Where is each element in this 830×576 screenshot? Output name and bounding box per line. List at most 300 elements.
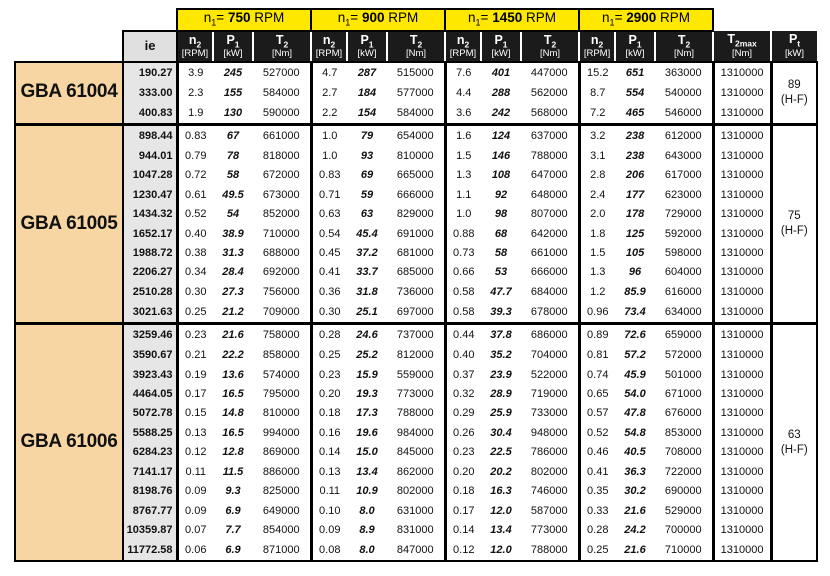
n2-value: 0.13 bbox=[185, 426, 207, 439]
p1-value: 6.9 bbox=[225, 543, 241, 556]
t2-value: 831000 bbox=[387, 520, 445, 539]
p1-column-header: $P_1$ [kW] bbox=[615, 31, 655, 62]
p1-value: 154 bbox=[357, 106, 377, 119]
n2-value: 7.6 bbox=[456, 66, 472, 79]
n2-value: 0.88 bbox=[453, 227, 475, 240]
ratio-value: 3259.46 bbox=[123, 324, 177, 346]
ratio-value: 8198.76 bbox=[123, 482, 177, 501]
t2-value: 825000 bbox=[253, 482, 311, 501]
t2-value: 886000 bbox=[253, 462, 311, 481]
speed-header-750 bbox=[177, 9, 311, 31]
t2-value: 807000 bbox=[521, 205, 579, 224]
ratio-value: 190.27 bbox=[123, 62, 177, 83]
speed-header-row bbox=[15, 9, 817, 31]
t2max-value: 1310000 bbox=[713, 365, 771, 384]
t2-value: 612000 bbox=[655, 124, 713, 146]
p1-value: 25.2 bbox=[356, 349, 378, 362]
n2-value: 2.8 bbox=[590, 169, 606, 182]
p1-column-header: $P_1$ [kW] bbox=[347, 31, 387, 62]
t2-value: 642000 bbox=[521, 224, 579, 243]
p1-value: 8.0 bbox=[359, 504, 375, 517]
t2-value: 854000 bbox=[253, 520, 311, 539]
p1-value: 554 bbox=[625, 86, 645, 99]
p1-value: 54.8 bbox=[624, 426, 646, 439]
t2-column-header: $T_2$ [Nm] bbox=[387, 31, 445, 62]
ratio-value: 1988.72 bbox=[123, 243, 177, 262]
n2-value: 1.3 bbox=[456, 169, 472, 182]
p1-column-header: $P_1$ [kW] bbox=[213, 31, 253, 62]
t2-value: 666000 bbox=[387, 185, 445, 204]
n2-value: 0.10 bbox=[319, 504, 341, 517]
ratio-value: 4464.05 bbox=[123, 384, 177, 403]
t2max-value: 1310000 bbox=[713, 83, 771, 102]
t2-value: 649000 bbox=[253, 501, 311, 520]
n2-value: 0.45 bbox=[319, 247, 341, 260]
t2-value: 661000 bbox=[521, 243, 579, 262]
t2-value: 719000 bbox=[521, 384, 579, 403]
t2max-value: 1310000 bbox=[713, 146, 771, 165]
t2-value: 812000 bbox=[387, 345, 445, 364]
p1-value: 401 bbox=[491, 66, 511, 79]
p1-value: 38.9 bbox=[222, 227, 244, 240]
t2-column-header: $T_2$ [Nm] bbox=[253, 31, 311, 62]
n2-value: 0.12 bbox=[185, 446, 207, 459]
t2max-value: 1310000 bbox=[713, 540, 771, 561]
t2-value: 616000 bbox=[655, 282, 713, 301]
n2-value: 4.4 bbox=[456, 86, 472, 99]
p1-value: 28.4 bbox=[222, 266, 244, 279]
p1-value: 53 bbox=[494, 266, 508, 279]
speed-unit: RPM bbox=[656, 10, 690, 26]
p1-value: 206 bbox=[625, 169, 645, 182]
t2-value: 540000 bbox=[655, 83, 713, 102]
t2-value: 688000 bbox=[253, 243, 311, 262]
p1-value: 238 bbox=[625, 129, 645, 142]
n2-value: 0.83 bbox=[319, 169, 341, 182]
group-gba-61006 bbox=[15, 324, 817, 561]
t2-value: 700000 bbox=[655, 520, 713, 539]
equals: = bbox=[350, 10, 362, 26]
t2-value: 647000 bbox=[521, 166, 579, 185]
n2-value: 1.5 bbox=[590, 247, 606, 260]
pt-value: 75 (H-F) bbox=[771, 124, 817, 323]
n2-value: 0.41 bbox=[587, 465, 609, 478]
n2-value: 0.33 bbox=[587, 504, 609, 517]
t2-value: 584000 bbox=[253, 83, 311, 102]
p1-value: 105 bbox=[625, 247, 645, 260]
t2-value: 623000 bbox=[655, 185, 713, 204]
n2-value: 1.0 bbox=[456, 208, 472, 221]
ratio-value: 1230.47 bbox=[123, 185, 177, 204]
n2-value: 2.2 bbox=[322, 106, 338, 119]
p1-value: 19.6 bbox=[356, 426, 378, 439]
t2-value: 562000 bbox=[521, 83, 579, 102]
t2-value: 948000 bbox=[521, 423, 579, 442]
ratio-value: 10359.87 bbox=[123, 520, 177, 539]
n1-subscript: 1 bbox=[211, 17, 217, 28]
t2-value: 871000 bbox=[253, 540, 311, 561]
t2-value: 634000 bbox=[655, 302, 713, 324]
n2-value: 0.58 bbox=[453, 285, 475, 298]
n2-value: 0.28 bbox=[587, 524, 609, 537]
t2-value: 643000 bbox=[655, 146, 713, 165]
data-row bbox=[15, 263, 817, 282]
n1-subscript: 1 bbox=[475, 17, 481, 28]
p1-value: 13.4 bbox=[356, 465, 378, 478]
n2-value: 0.25 bbox=[319, 349, 341, 362]
t2-value: 709000 bbox=[253, 302, 311, 324]
t2max-value: 1310000 bbox=[713, 205, 771, 224]
p1-value: 31.3 bbox=[222, 247, 244, 260]
p1-value: 30.4 bbox=[490, 426, 512, 439]
data-row bbox=[15, 520, 817, 539]
data-row bbox=[15, 302, 817, 324]
ratio-value: 944.01 bbox=[123, 146, 177, 165]
n2-value: 0.16 bbox=[319, 426, 341, 439]
p1-value: 8.0 bbox=[359, 543, 375, 556]
n1-subscript: 1 bbox=[609, 17, 615, 28]
t2max-value: 1310000 bbox=[713, 520, 771, 539]
t2-value: 773000 bbox=[387, 384, 445, 403]
t2-value: 858000 bbox=[253, 345, 311, 364]
n2-value: 0.23 bbox=[453, 446, 475, 459]
t2-value: 672000 bbox=[253, 166, 311, 185]
t2max-value: 1310000 bbox=[713, 243, 771, 262]
model-label: GBA 61006 bbox=[15, 324, 123, 561]
n2-value: 0.15 bbox=[185, 407, 207, 420]
t2-value: 788000 bbox=[521, 540, 579, 561]
n2-value: 0.58 bbox=[453, 305, 475, 318]
n2-column-header: $n_2$ [RPM] bbox=[311, 31, 347, 62]
ratio-value: 8767.77 bbox=[123, 501, 177, 520]
data-row bbox=[15, 404, 817, 423]
p1-column-header: $P_1$ [kW] bbox=[481, 31, 521, 62]
p1-value: 58 bbox=[226, 169, 240, 182]
speed-header-1450 bbox=[445, 9, 579, 31]
t2-value: 810000 bbox=[387, 146, 445, 165]
gearbox-ratings-table bbox=[14, 8, 818, 562]
n2-value: 0.44 bbox=[453, 329, 475, 342]
data-row bbox=[15, 243, 817, 262]
model-label: GBA 61005 bbox=[15, 124, 123, 323]
t2max-value: 1310000 bbox=[713, 404, 771, 423]
ratio-value: 3923.43 bbox=[123, 365, 177, 384]
n2-value: 0.71 bbox=[319, 188, 341, 201]
n2-value: 0.65 bbox=[587, 388, 609, 401]
n2-value: 0.89 bbox=[587, 329, 609, 342]
t2-value: 659000 bbox=[655, 324, 713, 346]
p1-value: 22.5 bbox=[490, 446, 512, 459]
ratio-value: 2206.27 bbox=[123, 263, 177, 282]
n2-value: 3.1 bbox=[590, 149, 606, 162]
p1-value: 21.6 bbox=[624, 543, 646, 556]
p1-value: 22.2 bbox=[222, 349, 244, 362]
p1-value: 8.9 bbox=[359, 524, 375, 537]
n2-value: 7.2 bbox=[590, 106, 606, 119]
t2-value: 710000 bbox=[655, 540, 713, 561]
p1-value: 63 bbox=[360, 208, 374, 221]
n2-value: 15.2 bbox=[587, 66, 609, 79]
t2-value: 447000 bbox=[521, 62, 579, 83]
t2-value: 604000 bbox=[655, 263, 713, 282]
n2-value: 0.19 bbox=[185, 368, 207, 381]
n2-value: 0.20 bbox=[453, 465, 475, 478]
ratio-value: 11772.58 bbox=[123, 540, 177, 561]
t2-value: 654000 bbox=[387, 124, 445, 146]
n2-value: 2.0 bbox=[590, 208, 606, 221]
t2-value: 692000 bbox=[253, 263, 311, 282]
ratio-value: 400.83 bbox=[123, 102, 177, 124]
t2-value: 666000 bbox=[521, 263, 579, 282]
n2-value: 0.13 bbox=[319, 465, 341, 478]
p1-value: 146 bbox=[491, 149, 511, 162]
p1-value: 72.6 bbox=[624, 329, 646, 342]
p1-value: 155 bbox=[223, 86, 243, 99]
ratio-value: 3021.63 bbox=[123, 302, 177, 324]
group-gba-61005 bbox=[15, 124, 817, 323]
n2-value: 0.14 bbox=[319, 446, 341, 459]
ratio-value: 333.00 bbox=[123, 83, 177, 102]
n2-value: 0.66 bbox=[453, 266, 475, 279]
p1-value: 7.7 bbox=[225, 524, 241, 537]
t2-value: 722000 bbox=[655, 462, 713, 481]
t2max-value: 1310000 bbox=[713, 462, 771, 481]
p1-value: 17.3 bbox=[356, 407, 378, 420]
p1-value: 23.9 bbox=[490, 368, 512, 381]
t2-value: 690000 bbox=[655, 482, 713, 501]
t2-value: 691000 bbox=[387, 224, 445, 243]
p1-value: 288 bbox=[491, 86, 511, 99]
n2-value: 1.9 bbox=[188, 106, 204, 119]
n2-value: 0.29 bbox=[453, 407, 475, 420]
p1-value: 59 bbox=[360, 188, 374, 201]
p1-value: 58 bbox=[494, 247, 508, 260]
p1-value: 31.8 bbox=[356, 285, 378, 298]
model-header-spacer bbox=[15, 31, 123, 62]
n2-value: 0.34 bbox=[185, 266, 207, 279]
n2-value: 0.25 bbox=[185, 305, 207, 318]
data-row bbox=[15, 462, 817, 481]
p1-value: 124 bbox=[491, 129, 511, 142]
p1-value: 67 bbox=[226, 129, 240, 142]
data-row bbox=[15, 146, 817, 165]
ratio-value: 1652.17 bbox=[123, 224, 177, 243]
n1-symbol: n bbox=[337, 10, 346, 26]
data-row bbox=[15, 345, 817, 364]
n2-value: 1.6 bbox=[456, 129, 472, 142]
t2-value: 678000 bbox=[521, 302, 579, 324]
p1-value: 12.0 bbox=[490, 504, 512, 517]
p1-value: 40.5 bbox=[624, 446, 646, 459]
t2max-value: 1310000 bbox=[713, 124, 771, 146]
model-label: GBA 61004 bbox=[15, 62, 123, 124]
n2-value: 0.61 bbox=[185, 188, 207, 201]
p1-value: 98 bbox=[494, 208, 508, 221]
data-row bbox=[15, 482, 817, 501]
n2-value: 0.63 bbox=[319, 208, 341, 221]
t2-value: 515000 bbox=[387, 62, 445, 83]
ie-column-header: ie bbox=[123, 31, 177, 62]
p1-value: 108 bbox=[491, 169, 511, 182]
p1-value: 47.7 bbox=[490, 285, 512, 298]
t2-value: 697000 bbox=[387, 302, 445, 324]
p1-value: 28.9 bbox=[490, 388, 512, 401]
p1-value: 24.6 bbox=[356, 329, 378, 342]
n2-value: 0.09 bbox=[319, 524, 341, 537]
equals: = bbox=[480, 10, 493, 26]
t2-value: 984000 bbox=[387, 423, 445, 442]
p1-value: 15.9 bbox=[356, 368, 378, 381]
n2-column-header: $n_2$ [RPM] bbox=[177, 31, 213, 62]
n2-value: 2.3 bbox=[188, 86, 204, 99]
n2-value: 0.73 bbox=[453, 247, 475, 260]
p1-value: 36.3 bbox=[624, 465, 646, 478]
data-row bbox=[15, 384, 817, 403]
p1-value: 92 bbox=[494, 188, 508, 201]
n2-value: 0.26 bbox=[453, 426, 475, 439]
t2max-value: 1310000 bbox=[713, 166, 771, 185]
n2-value: 0.30 bbox=[319, 305, 341, 318]
n2-value: 0.20 bbox=[319, 388, 341, 401]
t2-value: 818000 bbox=[253, 146, 311, 165]
t2-value: 637000 bbox=[521, 124, 579, 146]
t2-value: 522000 bbox=[521, 365, 579, 384]
t2-value: 363000 bbox=[655, 62, 713, 83]
n2-value: 0.17 bbox=[185, 388, 207, 401]
t2-value: 786000 bbox=[521, 443, 579, 462]
p1-value: 178 bbox=[625, 208, 645, 221]
ratio-value: 6284.23 bbox=[123, 443, 177, 462]
t2-value: 529000 bbox=[655, 501, 713, 520]
t2-value: 756000 bbox=[253, 282, 311, 301]
t2-value: 773000 bbox=[521, 520, 579, 539]
n2-value: 0.09 bbox=[185, 504, 207, 517]
header-spacer-right bbox=[713, 9, 817, 31]
t2-value: 559000 bbox=[387, 365, 445, 384]
data-row bbox=[15, 205, 817, 224]
n2-value: 1.2 bbox=[590, 285, 606, 298]
t2-value: 733000 bbox=[521, 404, 579, 423]
n2-value: 0.41 bbox=[319, 266, 341, 279]
pt-column-header: $P_t$ [kW] bbox=[771, 31, 817, 62]
n2-value: 3.6 bbox=[456, 106, 472, 119]
data-row bbox=[15, 423, 817, 442]
data-row bbox=[15, 282, 817, 301]
p1-value: 13.6 bbox=[222, 368, 244, 381]
speed-header-2900 bbox=[579, 9, 713, 31]
p1-value: 79 bbox=[360, 129, 374, 142]
t2max-value: 1310000 bbox=[713, 302, 771, 324]
p1-value: 15.0 bbox=[356, 446, 378, 459]
t2-value: 852000 bbox=[253, 205, 311, 224]
n2-value: 0.12 bbox=[453, 543, 475, 556]
n2-value: 1.0 bbox=[322, 129, 338, 142]
t2-value: 546000 bbox=[655, 102, 713, 124]
p1-value: 73.4 bbox=[624, 305, 646, 318]
p1-value: 13.4 bbox=[490, 524, 512, 537]
n2-value: 1.3 bbox=[590, 266, 606, 279]
p1-value: 21.6 bbox=[624, 504, 646, 517]
p1-value: 10.9 bbox=[356, 485, 378, 498]
n2-value: 0.23 bbox=[185, 329, 207, 342]
p1-value: 12.8 bbox=[222, 446, 244, 459]
p1-value: 39.3 bbox=[490, 305, 512, 318]
t2max-value: 1310000 bbox=[713, 345, 771, 364]
n2-column-header: $n_2$ [RPM] bbox=[579, 31, 615, 62]
n2-value: 3.9 bbox=[188, 66, 204, 79]
t2-column-header: $T_2$ [Nm] bbox=[521, 31, 579, 62]
n2-value: 0.28 bbox=[319, 329, 341, 342]
n2-value: 0.14 bbox=[453, 524, 475, 537]
t2-value: 788000 bbox=[521, 146, 579, 165]
n2-value: 0.11 bbox=[319, 485, 341, 498]
p1-value: 47.8 bbox=[624, 407, 646, 420]
p1-value: 49.5 bbox=[222, 188, 244, 201]
ratio-value: 3590.67 bbox=[123, 345, 177, 364]
data-row bbox=[15, 365, 817, 384]
p1-value: 238 bbox=[625, 149, 645, 162]
speed-value: 1450 bbox=[492, 10, 523, 26]
n2-value: 0.83 bbox=[185, 129, 207, 142]
pt-value: 89 (H-F) bbox=[771, 62, 817, 124]
n2-value: 0.38 bbox=[185, 247, 207, 260]
speed-unit: RPM bbox=[250, 10, 285, 26]
speed-unit: RPM bbox=[522, 10, 556, 26]
t2max-value: 1310000 bbox=[713, 423, 771, 442]
t2-value: 862000 bbox=[387, 462, 445, 481]
t2-value: 684000 bbox=[521, 282, 579, 301]
p1-value: 33.7 bbox=[356, 266, 378, 279]
p1-value: 96 bbox=[628, 266, 642, 279]
ratio-value: 5588.25 bbox=[123, 423, 177, 442]
t2-value: 676000 bbox=[655, 404, 713, 423]
data-row bbox=[15, 501, 817, 520]
p1-value: 16.5 bbox=[222, 388, 244, 401]
p1-value: 16.5 bbox=[222, 426, 244, 439]
t2-value: 845000 bbox=[387, 443, 445, 462]
p1-value: 85.9 bbox=[624, 285, 646, 298]
n1-symbol: n bbox=[602, 10, 610, 26]
n2-value: 0.79 bbox=[185, 149, 207, 162]
group-gba-61004 bbox=[15, 62, 817, 124]
p1-value: 37.8 bbox=[490, 329, 512, 342]
data-row bbox=[15, 62, 817, 83]
p1-value: 6.9 bbox=[225, 504, 241, 517]
n2-value: 0.74 bbox=[587, 368, 609, 381]
ratio-value: 2510.28 bbox=[123, 282, 177, 301]
p1-value: 93 bbox=[360, 149, 374, 162]
ratio-value: 7141.17 bbox=[123, 462, 177, 481]
t2max-value: 1310000 bbox=[713, 482, 771, 501]
header-spacer-left bbox=[15, 9, 177, 31]
n2-value: 0.54 bbox=[319, 227, 341, 240]
n2-value: 0.52 bbox=[587, 426, 609, 439]
p1-value: 245 bbox=[223, 66, 243, 79]
n2-value: 0.40 bbox=[185, 227, 207, 240]
p1-value: 130 bbox=[223, 106, 243, 119]
t2-value: 568000 bbox=[521, 102, 579, 124]
p1-value: 651 bbox=[625, 66, 645, 79]
p1-value: 12.0 bbox=[490, 543, 512, 556]
p1-value: 125 bbox=[625, 227, 645, 240]
pt-value: 63 (H-F) bbox=[771, 324, 817, 561]
p1-value: 37.2 bbox=[356, 247, 378, 260]
t2-column-header: $T_2$ [Nm] bbox=[655, 31, 713, 62]
t2-value: 788000 bbox=[387, 404, 445, 423]
p1-value: 54 bbox=[226, 208, 240, 221]
n2-value: 1.1 bbox=[456, 188, 472, 201]
t2-value: 710000 bbox=[253, 224, 311, 243]
